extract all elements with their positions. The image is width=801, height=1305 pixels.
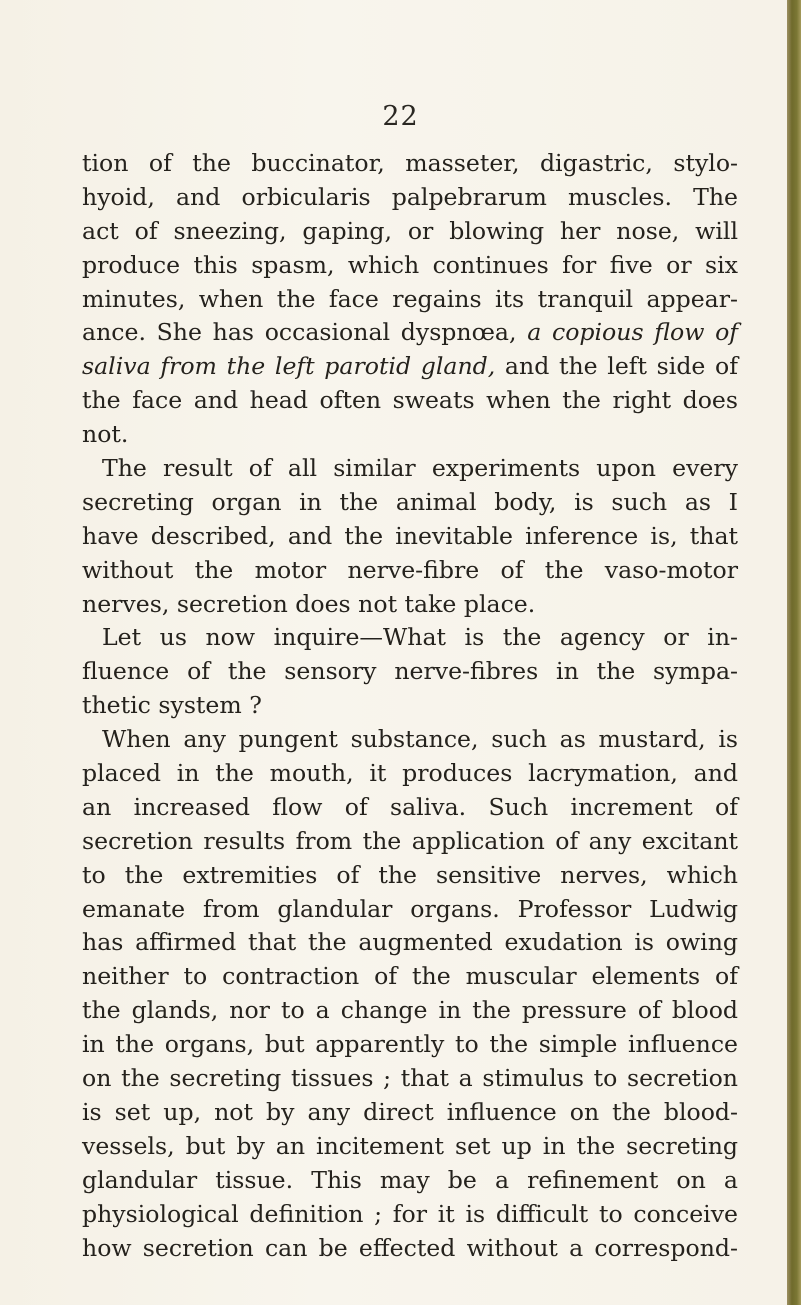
text-line: to the extremities of the sensitive nerves, which (82, 860, 738, 889)
text-line: glandular tissue. This may be a refinement on a (82, 1165, 738, 1194)
text-line: the face and head often sweats when the right does (82, 386, 738, 415)
paragraph-start-line: Let us now inquire—What is the agency or in- (102, 623, 738, 652)
page-number: 22 (382, 101, 419, 132)
paragraph-start-line: When any pungent substance, such as mustard, is (102, 725, 738, 754)
text-line: ance. She has occasional dyspnœa, a copious flow of (82, 318, 739, 347)
text-line: placed in the mouth, it produces lacrymation, and (82, 759, 738, 788)
text-line: emanate from glandular organs. Professor Ludwig (82, 894, 738, 923)
text-line: without the motor nerve-fibre of the vaso-motor (82, 555, 738, 584)
text-line: an increased flow of saliva. Such increment of (82, 792, 738, 821)
text-line: not. (82, 420, 129, 449)
text-line: physiological definition ; for it is difficult to conceive (82, 1199, 738, 1228)
text-line: tion of the buccinator, masseter, digastric, stylo- (82, 149, 738, 177)
text-line: hyoid, and orbicularis palpebrarum muscles. The (82, 182, 738, 211)
text-line: is set up, not by any direct influence on the blood- (82, 1097, 738, 1126)
text-line: thetic system ? (82, 691, 262, 720)
body-text (82, 147, 738, 1265)
text-line: has affirmed that the augmented exudation is owing (82, 928, 738, 957)
page-edge (787, 0, 801, 1305)
text-line: secreting organ in the animal body, is such as I (82, 487, 738, 516)
text-line: in the organs, but apparently to the simple influence (82, 1030, 738, 1059)
text-line: saliva from the left parotid gland, and the left side of (82, 352, 738, 381)
text-line: fluence of the sensory nerve-fibres in the sympa- (82, 657, 738, 686)
text-line: nerves, secretion does not take place. (82, 589, 536, 618)
text-line: on the secreting tissues ; that a stimulus to secretion (82, 1064, 738, 1093)
italic-text: saliva from the left parotid gland, (82, 352, 496, 381)
italic-text: a copious flow of (527, 318, 739, 347)
text-line: neither to contraction of the muscular elements of (82, 962, 738, 991)
text-line: secretion results from the application of any excitant (82, 826, 738, 855)
text-line: have described, and the inevitable inference is, that (82, 521, 738, 550)
text-line: the glands, nor to a change in the pressure of blood (82, 996, 738, 1025)
text-line: minutes, when the face regains its tranquil appear- (82, 284, 738, 313)
text-line: act of sneezing, gaping, or blowing her nose, will (82, 216, 738, 245)
text-line: produce this spasm, which continues for five or six (82, 250, 738, 279)
text-line: how secretion can be effected without a correspond- (82, 1233, 738, 1262)
paragraph-start-line: The result of all similar experiments upon every (102, 454, 738, 483)
text-line: vessels, but by an incitement set up in the secreting (82, 1131, 738, 1160)
